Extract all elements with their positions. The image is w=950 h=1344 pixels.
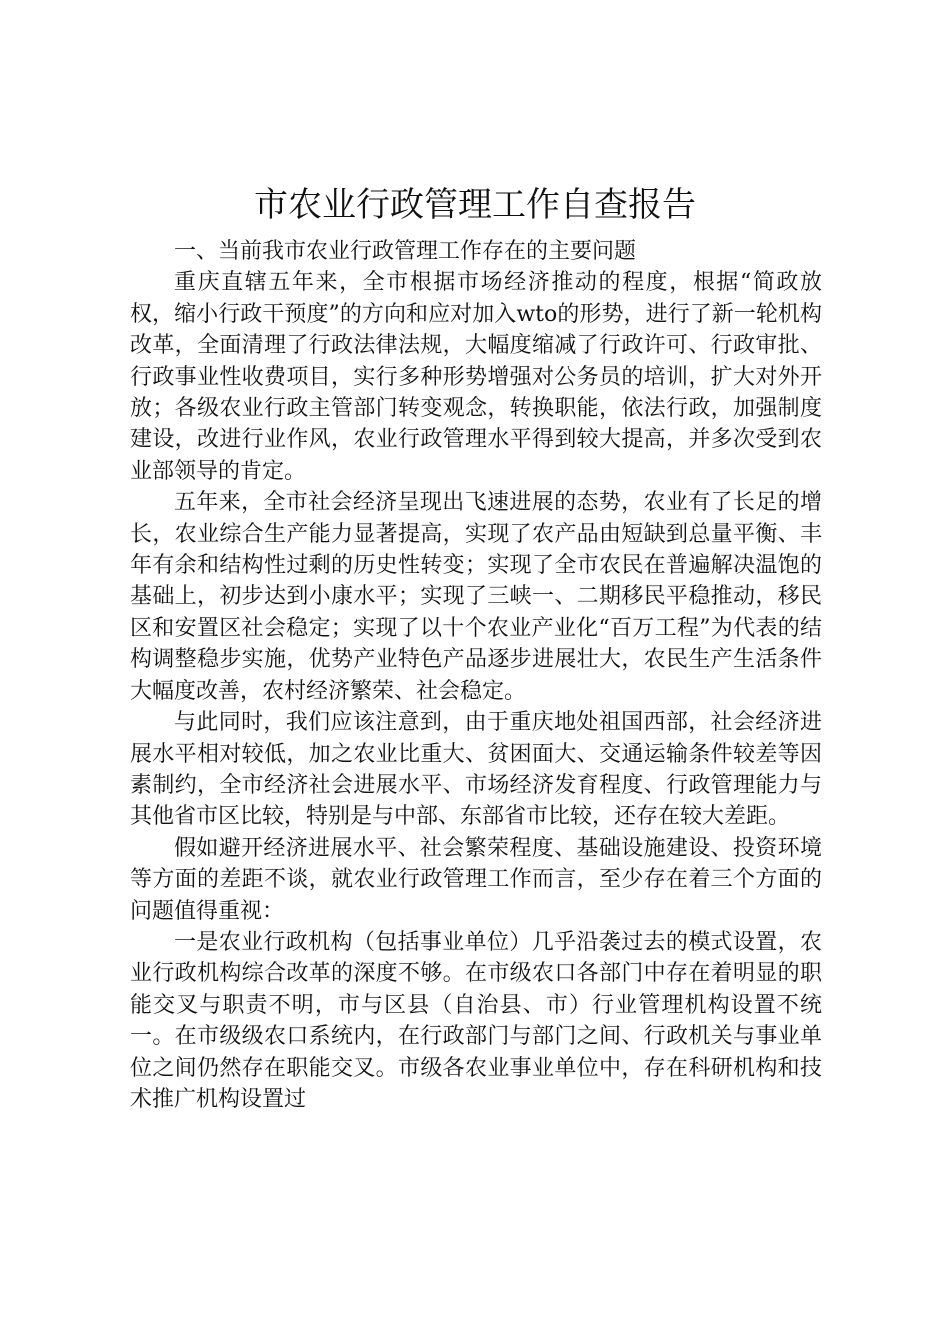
paragraph: 与此同时，我们应该注意到，由于重庆地处祖国西部，社会经济进展水平相对较低，加之农业比重大、贫困面大、交通运输条件较差等因素制约，全市经济社会进展水平、市场经济发育程度、行政管理能力与其他省市区比较，特别是与中部、东部省市比较，还存在较大差距。 — [130, 710, 822, 830]
document-title: 市农业行政管理工作自查报告 — [254, 185, 696, 225]
document-body — [130, 236, 822, 1115]
paragraph: 一是农业行政机构（包括事业单位）几乎沿袭过去的模式设置，农业行政机构综合改革的深度不够。在市级农口各部门中存在着明显的职能交叉与职责不明，市与区县（自治县、市）行业管理机构设置不统一。在市级级农口系统内，在行政部门与部门之间、行政机关与事业单位之间仍然存在职能交叉。市级各农业事业单位中，存在科研机构和技术推广机构设置过 — [130, 929, 822, 1112]
paragraph: 假如避开经济进展水平、社会繁荣程度、基础设施建设、投资环境等方面的差距不谈，就农业行政管理工作而言，至少存在着三个方面的问题值得重视： — [130, 835, 822, 924]
paragraph: 五年来，全市社会经济呈现出飞速进展的态势，农业有了长足的增长，农业综合生产能力显著提高，实现了农产品由短缺到总量平衡、丰年有余和结构性过剩的历史性转变；实现了全市农民在普遍解决温饱的基础上，初步达到小康水平；实现了三峡一、二期移民平稳推动，移民区和安置区社会稳定；实现了以十个农业产业化“百万工程”为代表的结构调整稳步实施，优势产业特色产品逐步进展壮大，农民生产生活条件大幅度改善，农村经济繁荣、社会稳定。 — [130, 490, 822, 704]
paragraph: 重庆直辖五年来，全市根据市场经济推动的程度，根据“简政放权，缩小行政干预度”的方向和应对加入wto的形势，进行了新一轮机构改革，全面清理了行政法律法规，大幅度缩减了行政许可、行政审批、行政事业性收费项目，实行多种形势增强对公务员的培训，扩大对外开放；各级农业行政主管部门转变观念，转换职能，依法行政，加强制度建设，改进行业作风，农业行政管理水平得到较大提高，并多次受到农业部领导的肯定。 — [130, 270, 822, 484]
section-heading: 一、当前我市农业行政管理工作存在的主要问题 — [174, 239, 637, 264]
